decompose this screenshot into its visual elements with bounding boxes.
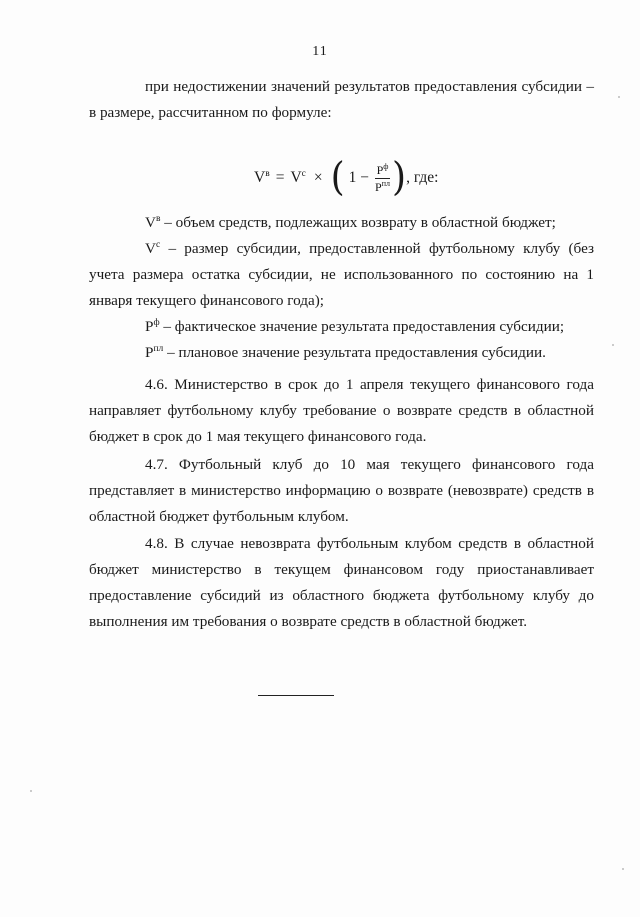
section-4-7 [89,452,594,530]
section-4-8-text: 4.8. В случае невозврата футбольным клубом средств в областной бюджет министерство в текущем финансовом году приостанавливает предоставление субсидий из областного бюджета футбольному клубу до выполнения им требования о возврате средств в областной бюджет. [89,535,594,630]
definition-vv: $V^в$ – объем средств, подлежащих возврату в областной бюджет; [145,213,556,231]
formula-left-paren: ( [330,154,345,200]
formula-expression [254,154,439,200]
fraction-numerator: $P^ф$ [376,161,389,177]
formula-fraction [375,163,390,194]
formula-vc: $V^с$ [290,168,306,186]
fraction-denominator: $P^{пл}$ [375,178,391,194]
formula-times: × [313,169,323,186]
definitions-list [89,210,594,366]
page-number: 11 [312,44,328,59]
section-4-6-text: 4.6. Министерство в срок до 1 апреля текущего финансового года направляет футбольному клубу требование о возврате средств в областной бюджет в срок до 1 мая текущего финансового года. [89,376,594,445]
definition-pf: $P^ф$ – фактическое значение результата предоставления субсидии; [145,317,565,335]
section-4-6 [89,372,594,450]
formula-equals: = [275,169,285,186]
definition-vc: $V^с$ – размер субсидии, предоставленной футбольному клубу (без учета размера остатка субсидии, не использованного по состоянию на 1 января текущего финансового года); [89,239,594,309]
scan-speck [612,344,614,346]
scan-speck [618,96,620,98]
scan-speck [622,868,624,870]
formula-one-minus: 1 − [348,169,370,186]
intro-paragraph [89,74,594,126]
section-4-7-text: 4.7. Футбольный клуб до 10 мая текущего финансового года представляет в министерство информацию о возврате (невозврате) средств в областной бюджет футбольным клубом. [89,456,594,525]
scan-speck [30,790,32,792]
intro-line-2: в размере, рассчитанном по формуле: [89,104,332,121]
formula-suffix: , где: [406,169,439,186]
intro-line-1: при недостижении значений результатов предоставления субсидии – [145,78,594,95]
formula-lhs: $V^в$ [254,168,270,186]
end-of-document-line [258,695,334,696]
section-4-8 [89,531,594,635]
formula-right-paren: ) [392,154,407,200]
definition-ppl: $P^{пл}$ – плановое значение результата предоставления субсидии. [145,343,546,361]
refund-formula [0,146,640,206]
